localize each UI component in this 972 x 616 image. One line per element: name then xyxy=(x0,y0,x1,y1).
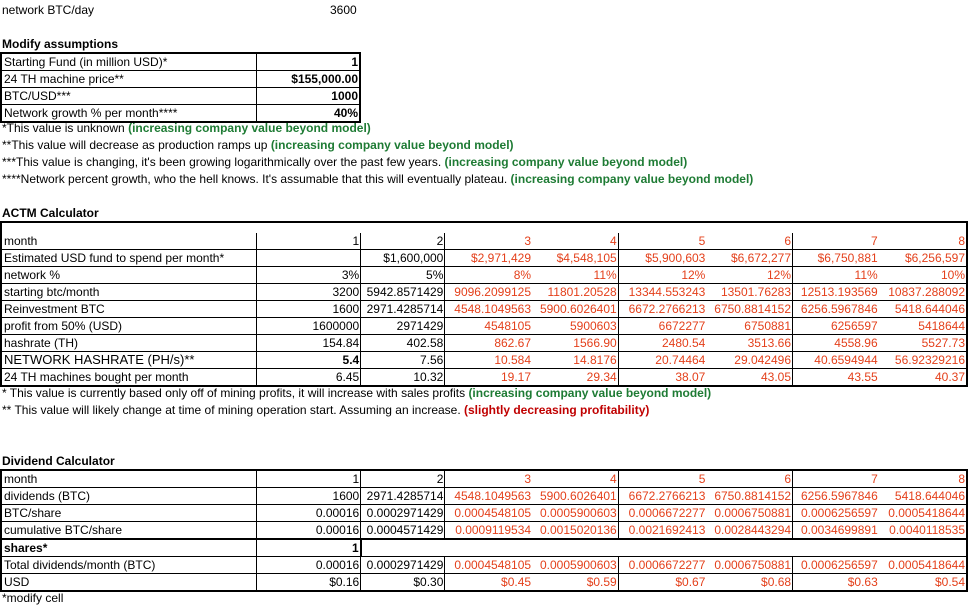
cell-month-2[interactable]: 5% xyxy=(361,267,445,284)
cell-month-4[interactable]: 14.8176 xyxy=(532,352,618,369)
cell-month-4[interactable]: 5900.6026401 xyxy=(532,301,618,318)
cell-month-8[interactable]: 5418644 xyxy=(879,318,967,335)
cell-month-3[interactable]: 10.584 xyxy=(445,352,532,369)
cell-month-3[interactable]: 0.0004548105 xyxy=(445,505,532,522)
cell-month-8[interactable]: 5527.73 xyxy=(879,335,967,352)
assumption-value-network-growth[interactable]: 40% xyxy=(333,106,358,120)
actm-row xyxy=(1,318,967,335)
dividend-title[interactable]: Dividend Calculator xyxy=(2,454,115,468)
cell-month-3[interactable]: 0.0004548105 xyxy=(445,557,532,574)
cell-month-1[interactable]: 1600 xyxy=(257,488,361,505)
shares-label[interactable]: shares* xyxy=(1,539,257,557)
cell-month-1[interactable] xyxy=(257,250,361,267)
actm-table xyxy=(0,221,968,387)
cell-month-4[interactable]: 0.0005900603 xyxy=(532,505,618,522)
assumption-label[interactable]: 24 TH machine price** xyxy=(1,71,256,88)
cell-month-2[interactable]: 2971.4285714 xyxy=(361,488,445,505)
cell-month-7[interactable]: 6256597 xyxy=(793,318,879,335)
cell-month-6[interactable]: 6750.8814152 xyxy=(706,301,792,318)
cell-month-4[interactable]: $4,548,105 xyxy=(532,250,618,267)
cell-month-7[interactable]: 6256.5967846 xyxy=(793,488,879,505)
cell-month-5[interactable]: 0.0006672277 xyxy=(618,557,706,574)
actm-row xyxy=(1,335,967,352)
cell-month-2[interactable]: 10.32 xyxy=(361,369,445,387)
cell-month-5[interactable]: 2480.54 xyxy=(618,335,706,352)
cell-month-5[interactable]: $5,900,603 xyxy=(618,250,706,267)
row-label[interactable]: month xyxy=(1,470,257,488)
cell-month-8[interactable]: 8 xyxy=(879,233,967,250)
cell-month-2[interactable]: 2 xyxy=(361,233,445,250)
cell-month-4[interactable]: 1566.90 xyxy=(532,335,618,352)
actm-row xyxy=(1,301,967,318)
row-label[interactable]: starting btc/month xyxy=(1,284,257,301)
cell-month-5[interactable]: 0.0021692413 xyxy=(618,522,706,540)
cell-month-5[interactable]: 38.07 xyxy=(618,369,706,387)
row-label[interactable]: month xyxy=(1,233,257,250)
row-label[interactable]: Reinvestment BTC xyxy=(1,301,257,318)
cell-month-6[interactable]: 3513.66 xyxy=(706,335,792,352)
cell-month-1[interactable]: 154.84 xyxy=(257,335,361,352)
cell-month-3[interactable]: 3 xyxy=(445,470,532,488)
row-label[interactable]: BTC/share xyxy=(1,505,257,522)
cell-month-6[interactable]: 0.0006750881 xyxy=(706,557,792,574)
cell-month-5[interactable]: 20.74464 xyxy=(618,352,706,369)
actm-row xyxy=(1,250,967,267)
assumption-note[interactable]: *This value is unknown (increasing company value beyond model) xyxy=(2,121,371,135)
cell-month-1[interactable]: 0.00016 xyxy=(257,522,361,540)
cell-month-3[interactable]: 0.0009119534 xyxy=(445,522,532,540)
actm-row xyxy=(1,233,967,250)
cell-month-5[interactable]: 0.0006672277 xyxy=(618,505,706,522)
cell-month-8[interactable]: 5418.644046 xyxy=(879,488,967,505)
cell-month-3[interactable]: $2,971,429 xyxy=(445,250,532,267)
cell-month-5[interactable]: 6672.2766213 xyxy=(618,301,706,318)
cell-month-1[interactable]: 3200 xyxy=(257,284,361,301)
cell-month-2[interactable]: 2 xyxy=(361,470,445,488)
dividend-row xyxy=(1,470,967,488)
dividend-row xyxy=(1,522,967,540)
cell-month-4[interactable]: 4 xyxy=(532,470,618,488)
cell-month-7[interactable]: 43.55 xyxy=(793,369,879,387)
row-label[interactable]: Total dividends/month (BTC) xyxy=(1,557,257,574)
row-label[interactable]: Estimated USD fund to spend per month* xyxy=(1,250,257,267)
cell-month-7[interactable]: 7 xyxy=(793,233,879,250)
cell-month-6[interactable]: 6750881 xyxy=(706,318,792,335)
actm-title[interactable]: ACTM Calculator xyxy=(2,206,99,220)
cell-month-7[interactable]: 12513.193569 xyxy=(793,284,879,301)
assumption-label[interactable]: Network growth % per month**** xyxy=(1,105,256,123)
cell-month-3[interactable]: 8% xyxy=(445,267,532,284)
row-label[interactable]: 24 TH machines bought per month xyxy=(1,369,257,387)
cell-month-7[interactable]: 0.0006256597 xyxy=(793,557,879,574)
assumption-note[interactable]: **This value will decrease as production ramps up (increasing company value beyond model) xyxy=(2,138,514,152)
assumption-note[interactable]: ***This value is changing, it's been growing logarithmically over the past few years. (increasing company value beyond model) xyxy=(2,155,688,169)
cell-month-5[interactable]: 12% xyxy=(618,267,706,284)
cell-month-7[interactable]: 4558.96 xyxy=(793,335,879,352)
actm-row xyxy=(1,267,967,284)
cell-month-8[interactable]: 0.0005418644 xyxy=(879,505,967,522)
shares-value[interactable]: 1 xyxy=(257,539,361,557)
cell-month-4[interactable]: 11% xyxy=(532,267,618,284)
cell-month-7[interactable]: 0.0006256597 xyxy=(793,505,879,522)
cell-month-2[interactable]: 0.0004571429 xyxy=(361,522,445,540)
cell-month-6[interactable]: $0.68 xyxy=(706,574,792,592)
cell-month-1[interactable]: 6.45 xyxy=(257,369,361,387)
cell-month-8[interactable]: 5418.644046 xyxy=(879,301,967,318)
dividend-table xyxy=(0,469,968,592)
cell-month-3[interactable]: 862.67 xyxy=(445,335,532,352)
cell-month-7[interactable]: 11% xyxy=(793,267,879,284)
cell-month-4[interactable]: $0.59 xyxy=(532,574,618,592)
row-label[interactable]: hashrate (TH) xyxy=(1,335,257,352)
cell-month-8[interactable]: $0.54 xyxy=(879,574,967,592)
row-label[interactable]: NETWORK HASHRATE (PH/s)** xyxy=(1,352,257,369)
cell-month-1[interactable]: 1 xyxy=(257,233,361,250)
cell-month-1[interactable]: 0.00016 xyxy=(257,557,361,574)
assumptions-title[interactable]: Modify assumptions xyxy=(2,37,119,51)
cell-month-6[interactable]: 29.042496 xyxy=(706,352,792,369)
assumption-value-machine-price[interactable]: $155,000.00 xyxy=(256,71,360,88)
cell-month-8[interactable]: 56.92329216 xyxy=(879,352,967,369)
cell-month-2[interactable]: $1,600,000 xyxy=(361,250,445,267)
dividend-row xyxy=(1,505,967,522)
network-btc-day-label[interactable]: network BTC/day xyxy=(2,3,95,17)
cell-month-3[interactable]: 19.17 xyxy=(445,369,532,387)
cell-month-2[interactable]: 0.0002971429 xyxy=(361,505,445,522)
cell-month-4[interactable]: 0.0015020136 xyxy=(532,522,618,540)
cell-month-8[interactable]: 8 xyxy=(879,470,967,488)
spacer-row xyxy=(1,222,967,233)
dividend-row xyxy=(1,488,967,505)
cell-month-1[interactable]: 1600000 xyxy=(257,318,361,335)
cell-month-2[interactable]: 2971429 xyxy=(361,318,445,335)
cell-month-1[interactable]: 5.4 xyxy=(257,352,361,369)
cell-month-2[interactable]: 7.56 xyxy=(361,352,445,369)
network-btc-day-value[interactable]: 3600 xyxy=(330,3,357,17)
cell-month-1[interactable]: $0.16 xyxy=(257,574,361,592)
assumption-value-btc-usd[interactable]: 1000 xyxy=(256,88,360,105)
cell-month-8[interactable]: 0.0040118535 xyxy=(879,522,967,540)
assumption-label[interactable]: BTC/USD*** xyxy=(1,88,256,105)
cell-month-3[interactable]: 4548.1049563 xyxy=(445,301,532,318)
cell-month-4[interactable]: 0.0005900603 xyxy=(532,557,618,574)
assumption-label[interactable]: Starting Fund (in million USD)* xyxy=(1,53,256,71)
cell-month-6[interactable]: 13501.76283 xyxy=(706,284,792,301)
cell-month-3[interactable]: 4548.1049563 xyxy=(445,488,532,505)
empty-cell xyxy=(361,539,967,557)
cell-month-6[interactable]: 12% xyxy=(706,267,792,284)
actm-row xyxy=(1,369,967,387)
actm-row xyxy=(1,352,967,369)
assumption-row xyxy=(1,88,360,105)
row-label[interactable]: profit from 50% (USD) xyxy=(1,318,257,335)
cell-month-7[interactable]: $6,750,881 xyxy=(793,250,879,267)
cell-month-6[interactable]: 0.0028443294 xyxy=(706,522,792,540)
dividend-total-row xyxy=(1,574,967,592)
cell-month-8[interactable]: 0.0005418644 xyxy=(879,557,967,574)
modify-cell-footnote[interactable]: *modify cell xyxy=(2,591,64,605)
cell-month-6[interactable]: $6,672,277 xyxy=(706,250,792,267)
cell-month-2[interactable]: 2971.4285714 xyxy=(361,301,445,318)
row-label[interactable]: network % xyxy=(1,267,257,284)
cell-month-5[interactable]: 5 xyxy=(618,233,706,250)
cell-month-6[interactable]: 6 xyxy=(706,233,792,250)
cell-month-4[interactable]: 5900.6026401 xyxy=(532,488,618,505)
cell-month-5[interactable]: 5 xyxy=(618,470,706,488)
cell-month-5[interactable]: 6672277 xyxy=(618,318,706,335)
cell-month-7[interactable]: 40.6594944 xyxy=(793,352,879,369)
assumptions-table xyxy=(0,52,361,123)
cell-month-1[interactable]: 1600 xyxy=(257,301,361,318)
actm-row xyxy=(1,284,967,301)
assumption-row xyxy=(1,53,360,71)
shares-row xyxy=(1,539,967,557)
cell-month-3[interactable]: 3 xyxy=(445,233,532,250)
cell-month-6[interactable]: 0.0006750881 xyxy=(706,505,792,522)
cell-month-6[interactable]: 43.05 xyxy=(706,369,792,387)
cell-month-4[interactable]: 5900603 xyxy=(532,318,618,335)
cell-month-2[interactable]: 0.0002971429 xyxy=(361,557,445,574)
row-label[interactable]: USD xyxy=(1,574,257,592)
assumption-value-starting-fund[interactable]: 1 xyxy=(256,53,360,71)
cell-month-5[interactable]: $0.67 xyxy=(618,574,706,592)
cell-month-7[interactable]: 6256.5967846 xyxy=(793,301,879,318)
cell-month-4[interactable]: 11801.20528 xyxy=(532,284,618,301)
cell-month-8[interactable]: 40.37 xyxy=(879,369,967,387)
cell-month-6[interactable]: 6750.8814152 xyxy=(706,488,792,505)
cell-month-8[interactable]: 10837.288092 xyxy=(879,284,967,301)
cell-month-7[interactable]: 0.0034699891 xyxy=(793,522,879,540)
cell-month-8[interactable]: 10% xyxy=(879,267,967,284)
row-label[interactable]: cumulative BTC/share xyxy=(1,522,257,540)
cell-month-7[interactable]: 7 xyxy=(793,470,879,488)
cell-month-3[interactable]: 4548105 xyxy=(445,318,532,335)
cell-month-5[interactable]: 13344.553243 xyxy=(618,284,706,301)
cell-month-4[interactable]: 4 xyxy=(532,233,618,250)
assumption-note[interactable]: ****Network percent growth, who the hell knows. It's assumable that this will eventually plateau. (increasing company value beyond model) xyxy=(2,172,754,186)
cell-month-4[interactable]: 29.34 xyxy=(532,369,618,387)
cell-month-2[interactable]: $0.30 xyxy=(361,574,445,592)
actm-note[interactable]: ** This value will likely change at time of mining operation start. Assuming an increase. (slightly decreasing profitability) xyxy=(2,403,650,417)
row-label[interactable]: dividends (BTC) xyxy=(1,488,257,505)
cell-month-3[interactable]: 9096.2099125 xyxy=(445,284,532,301)
cell-month-5[interactable]: 6672.2766213 xyxy=(618,488,706,505)
cell-month-1[interactable]: 0.00016 xyxy=(257,505,361,522)
cell-month-7[interactable]: $0.63 xyxy=(793,574,879,592)
actm-note[interactable]: * This value is currently based only off of mining profits, it will increase with sales profits (increasing company value beyond model) xyxy=(2,386,712,400)
cell-month-2[interactable]: 5942.8571429 xyxy=(361,284,445,301)
assumption-row xyxy=(1,71,360,88)
cell-month-6[interactable]: 6 xyxy=(706,470,792,488)
dividend-total-row xyxy=(1,557,967,574)
cell-month-1[interactable]: 1 xyxy=(257,470,361,488)
cell-month-8[interactable]: $6,256,597 xyxy=(879,250,967,267)
cell-month-2[interactable]: 402.58 xyxy=(361,335,445,352)
cell-month-3[interactable]: $0.45 xyxy=(445,574,532,592)
cell-month-1[interactable]: 3% xyxy=(257,267,361,284)
